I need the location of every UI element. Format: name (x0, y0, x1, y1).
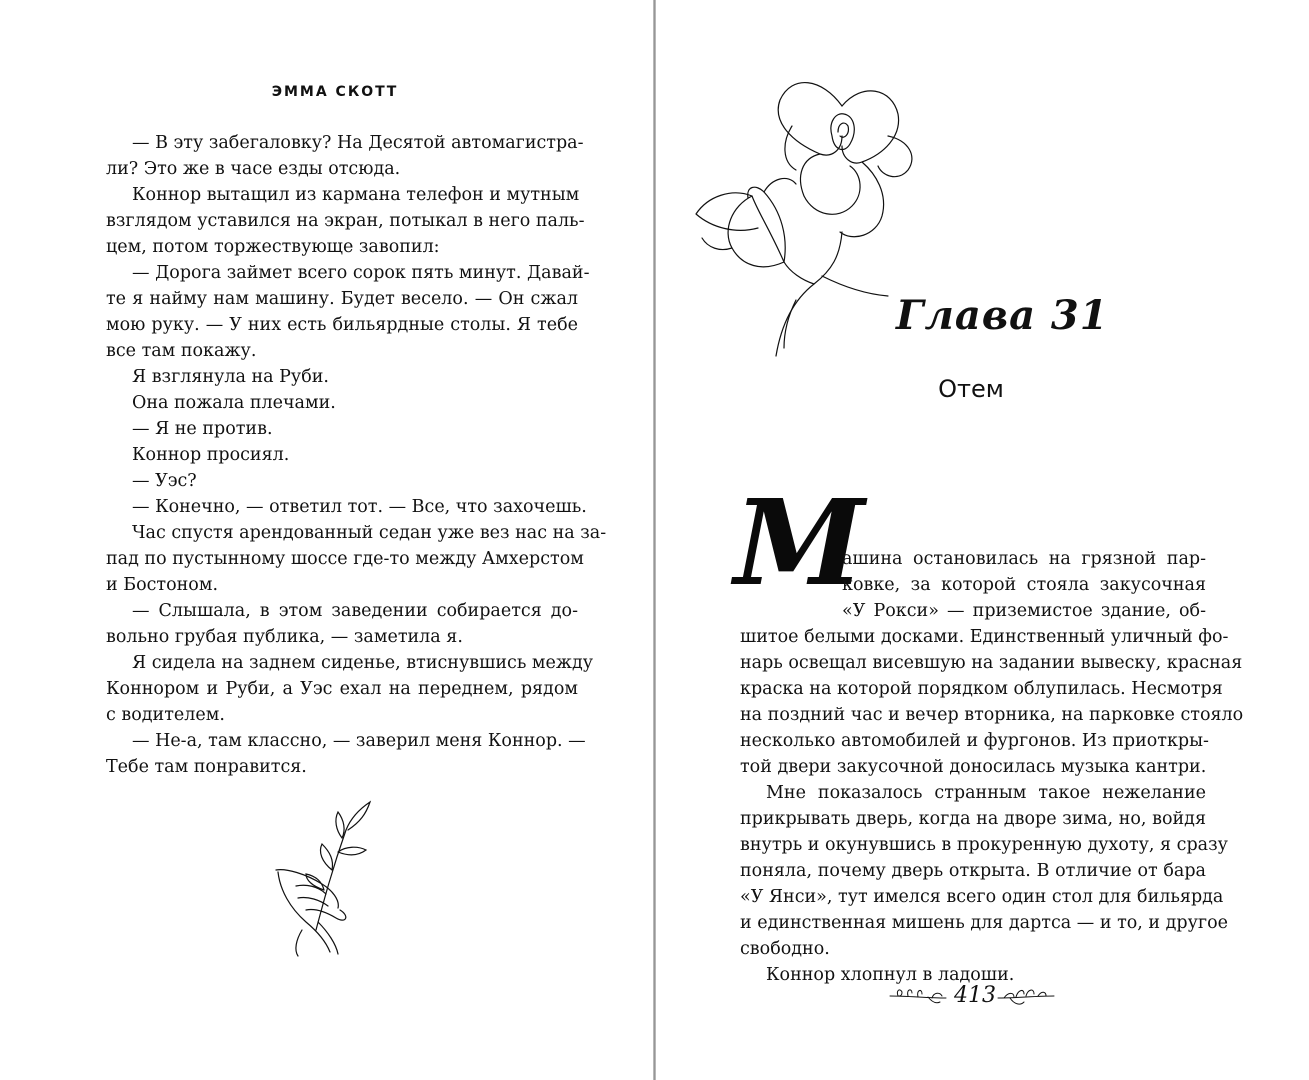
text-line: Коннором и Руби, а Уэс ехал на переднем, рядом (106, 679, 578, 699)
text-line: Я взглянула на Руби. (132, 367, 329, 387)
right-leaf-ornament (996, 984, 1056, 1010)
text-line: Коннор вытащил из кармана телефон и мутным (132, 185, 580, 205)
drop-cap: М (734, 473, 865, 612)
text-line: Коннор просиял. (132, 445, 290, 465)
text-line: — Конечно, — ответил тот. — Все, что захочешь. (132, 497, 587, 517)
text-line: Она пожала плечами. (132, 393, 336, 413)
page-number: 413 (954, 983, 996, 1008)
text-line: — Я не против. (132, 419, 273, 439)
chapter-title: Глава 31 (896, 292, 1109, 339)
text-line: ашина остановилась на грязной пар- (842, 549, 1206, 569)
text-line: краска на которой порядком облупилась. Несмотря (740, 679, 1223, 699)
text-line: — Не-а, там классно, — заверил меня Коннор. — (132, 731, 586, 751)
text-line: на поздний час и вечер вторника, на парковке стояло (740, 705, 1244, 725)
right-page-body (740, 598, 1244, 988)
text-line: взглядом уставился на экран, потыкал в него паль- (106, 211, 585, 231)
chapter-subtitle: Отем (938, 375, 1004, 403)
text-line: — Слышала, в этом заведении собирается до- (132, 601, 578, 621)
text-line: нарь освещал висевшую на задании вывеску, красная (740, 653, 1243, 673)
hand-sprig-illustration (266, 790, 386, 960)
text-line: прикрывать дверь, когда на дворе зима, но, войдя (740, 809, 1206, 829)
text-line: Коннор хлопнул в ладоши. (766, 965, 1015, 985)
text-line: «У Рокси» — приземистое здание, об- (842, 601, 1206, 621)
text-line: шитое белыми досками. Единственный уличный фо- (740, 627, 1229, 647)
left-page-body (106, 130, 607, 780)
text-line: и единственная мишень для дартса — и то, и другое (740, 913, 1228, 933)
text-line: — В эту забегаловку? На Десятой автомагистра- (132, 133, 584, 153)
text-line: Час спустя арендованный седан уже вез нас на за- (132, 523, 607, 543)
right-page (656, 0, 1309, 1080)
text-line: мою руку. — У них есть бильярдные столы. Я тебе (106, 315, 578, 335)
left-page (0, 0, 654, 1080)
text-line: — Уэс? (132, 471, 197, 491)
text-line: «У Янси», тут имелся всего один стол для бильярда (740, 887, 1224, 907)
text-line: Я сидела на заднем сиденье, втиснувшись между (132, 653, 594, 673)
text-line: несколько автомобилей и фургонов. Из приоткры- (740, 731, 1209, 751)
text-line: с водителем. (106, 705, 225, 725)
text-line: свободно. (740, 939, 830, 959)
dropcap-lines (842, 546, 1206, 598)
text-line: Тебе там понравится. (106, 757, 307, 777)
text-line: Мне показалось странным такое нежелание (766, 783, 1206, 803)
text-line: вольно грубая публика, — заметила я. (106, 627, 463, 647)
text-line: поняла, почему дверь открыта. В отличие от бара (740, 861, 1206, 881)
text-line: ли? Это же в часе езды отсюда. (106, 159, 401, 179)
text-line: ковке, за которой стояла закусочная (842, 575, 1206, 595)
text-line: и Бостоном. (106, 575, 219, 595)
text-line: пад по пустынному шоссе где-то между Амхерстом (106, 549, 584, 569)
text-line: все там покажу. (106, 341, 257, 361)
text-line: те я найму нам машину. Будет весело. — Он сжал (106, 289, 578, 309)
text-line: той двери закусочной доносилась музыка кантри. (740, 757, 1207, 777)
text-line: внутрь и окунувшись в прокуренную духоту, я сразу (740, 835, 1228, 855)
left-leaf-ornament (888, 984, 948, 1010)
text-line: — Дорога займет всего сорок пять минут. Давай- (132, 263, 590, 283)
running-head: ЭММА СКОТТ (271, 84, 399, 100)
text-line: цем, потом торжествующе завопил: (106, 237, 440, 257)
